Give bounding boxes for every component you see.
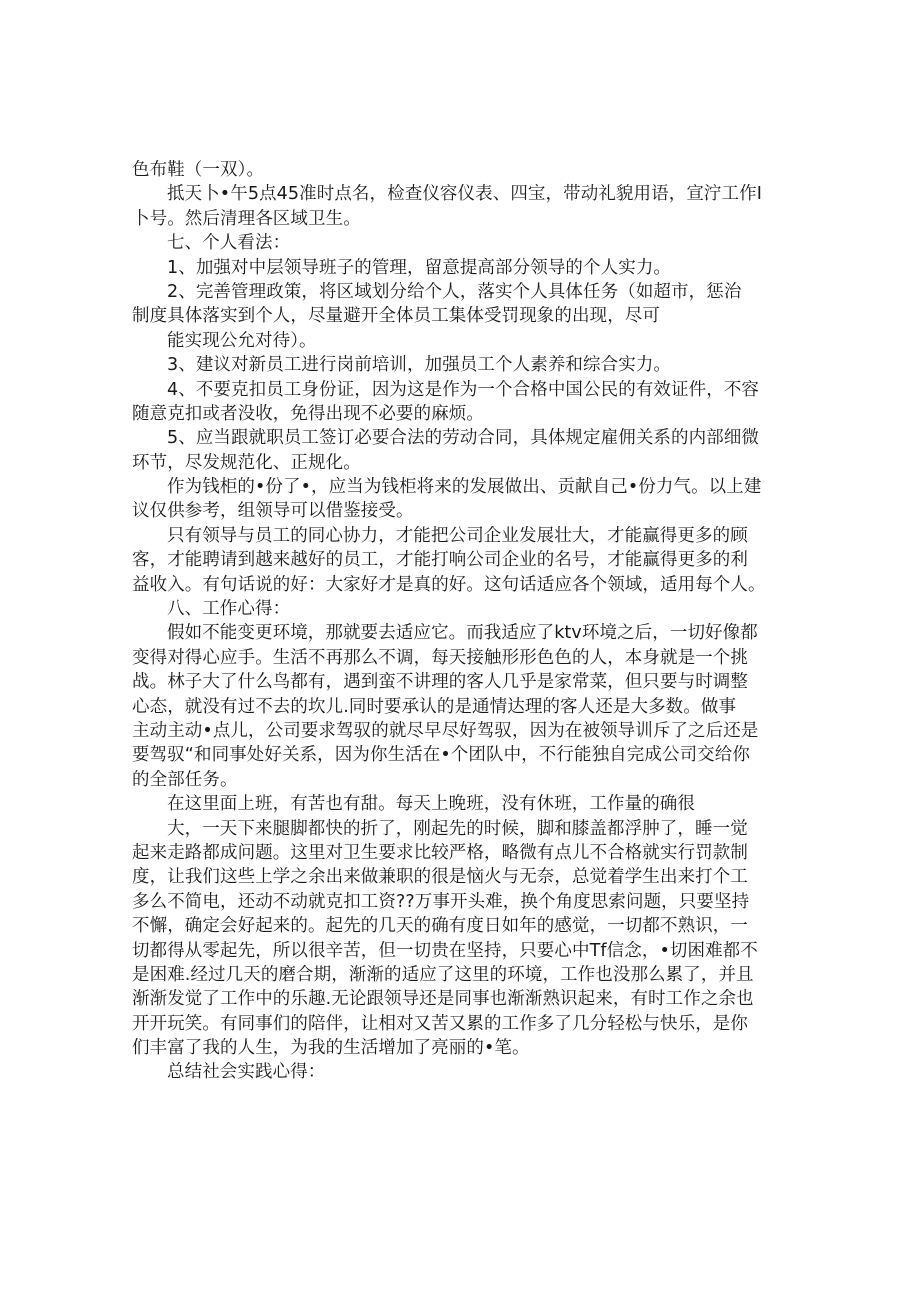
text-line: 假如不能变更环境，那就要去适应它。而我适应了ktv环境之后，一切好像都 — [167, 623, 758, 644]
text-line: 渐渐发觉了工作中的乐趣.无论跟领导还是同事也渐渐熟识起来，有时工作之余也 — [132, 989, 754, 1010]
text-line: 抵天卜•午5点45准时点名，检查仪容仪表、四宝，带动礼貌用语，宣泞工作I — [167, 184, 762, 205]
text-line: 随意克扣或者没收，免得出现不必要的麻烦。 — [132, 403, 484, 424]
text-line: 在这里面上班，有苦也有甜。每天上晚班，没有休班，工作量的确很 — [167, 794, 695, 815]
text-line: 们丰富了我的人生，为我的生活增加了亮丽的•笔。 — [132, 1038, 530, 1059]
text-line: 要驾驭“和同事处好关系，因为你生活在•个团队中，不行能独自完成公司交给你 — [132, 745, 750, 766]
text-line: 益收入。有句话说的好：大家好才是真的好。这句话适应各个领域，适用每个人。 — [132, 574, 766, 595]
text-line: 制度具体落实到个人，尽量避开全体员工集体受罚现象的出现，尽可 — [132, 306, 660, 327]
text-line: 色布鞋（一双）。 — [132, 160, 265, 180]
text-line: 大，一天下来腿脚都快的折了，刚起先的时候，脚和膝盖都浮肿了，睡一觉 — [167, 818, 748, 839]
text-line: 的全部任务。 — [132, 769, 238, 790]
text-line: 3、建议对新员工进行岗前培训，加强员工个人素养和综合实力。 — [167, 355, 672, 376]
text-line: 5、应当跟就职员工签订必要合法的劳动合同，具体规定雇佣关系的内部细微 — [167, 428, 760, 449]
text-line: 开开玩笑。有同事们的陪伴，让相对又苦又累的工作多了几分轻松与快乐，是你 — [132, 1013, 748, 1034]
text-line: 能实现公允对待）。 — [167, 330, 317, 351]
text-line: 多么不简电，还动不动就克扣工资??万事开头难，换个角度思索问题，只要坚持 — [132, 891, 750, 912]
text-line: 作为钱柜的•份了•，应当为钱柜将来的发展做出、贡献自己•份力气。以上建 — [167, 477, 762, 498]
text-line: 是困难.经过几天的磨合期，渐渐的适应了这里的环境，工作也没那么累了，并且 — [132, 964, 754, 985]
text-line: 1、加强对中层领导班子的管理，留意提高部分领导的个人实力。 — [167, 257, 672, 278]
text-line: 八、工作心得： — [167, 599, 291, 620]
document-body — [132, 158, 797, 1085]
text-line: 只有领导与员工的同心协力，才能把公司企业发展壮大，才能赢得更多的顾 — [167, 525, 748, 546]
text-line: 变得对得心应手。生活不再那么不调，每天接触形形色色的人，本身就是一个挑 — [132, 647, 748, 668]
text-line: 起来走路都成问题。这里对卫生要求比较严格，略微有点儿不合格就实行罚款制 — [132, 842, 748, 863]
text-line: 2、完善管理政策，将区域划分给个人，落实个人具体任务（如超市，惩治 — [167, 281, 742, 302]
text-line: 议仅供参考，组领导可以借鉴接受。 — [132, 501, 414, 522]
text-line: 主动主动•点儿，公司要求驾驭的就尽早尽好驾驭，因为在被领导训斥了之后还是 — [132, 720, 759, 741]
text-line: 总结社会实践心得： — [167, 1062, 326, 1083]
text-line: 心态，就没有过不去的坎儿.同时要承认的是通情达理的客人还是大多数。做事 — [132, 696, 737, 717]
text-line: 客，才能聘请到越来越好的员工，才能打响公司企业的名号，才能赢得更多的利 — [132, 550, 748, 571]
text-line: 七、个人看法： — [167, 233, 291, 254]
text-line: 战。林子大了什么鸟都有，遇到蛮不讲理的客人几乎是家常菜，但只要与时调整 — [132, 672, 748, 693]
text-line: 环节，尽发规范化、正规化。 — [132, 452, 361, 473]
text-line: 度，让我们这些上学之余出来做兼职的很是恼火与无奈，总觉着学生出来打个工 — [132, 867, 748, 888]
text-line: 切都得从零起先，所以很辛苦，但一切贵在坚持，只要心中Tf信念，•切困难都不 — [132, 940, 758, 961]
text-line: 4、不要克扣员工身份证，因为这是作为一个合格中国公民的有效证件，不容 — [167, 379, 760, 400]
text-line: 不懈，确定会好起来的。起先的几天的确有度日如年的感觉，一切都不熟识，一 — [132, 916, 748, 937]
text-line: 卜号。然后清理各区域卫生。 — [132, 208, 361, 229]
